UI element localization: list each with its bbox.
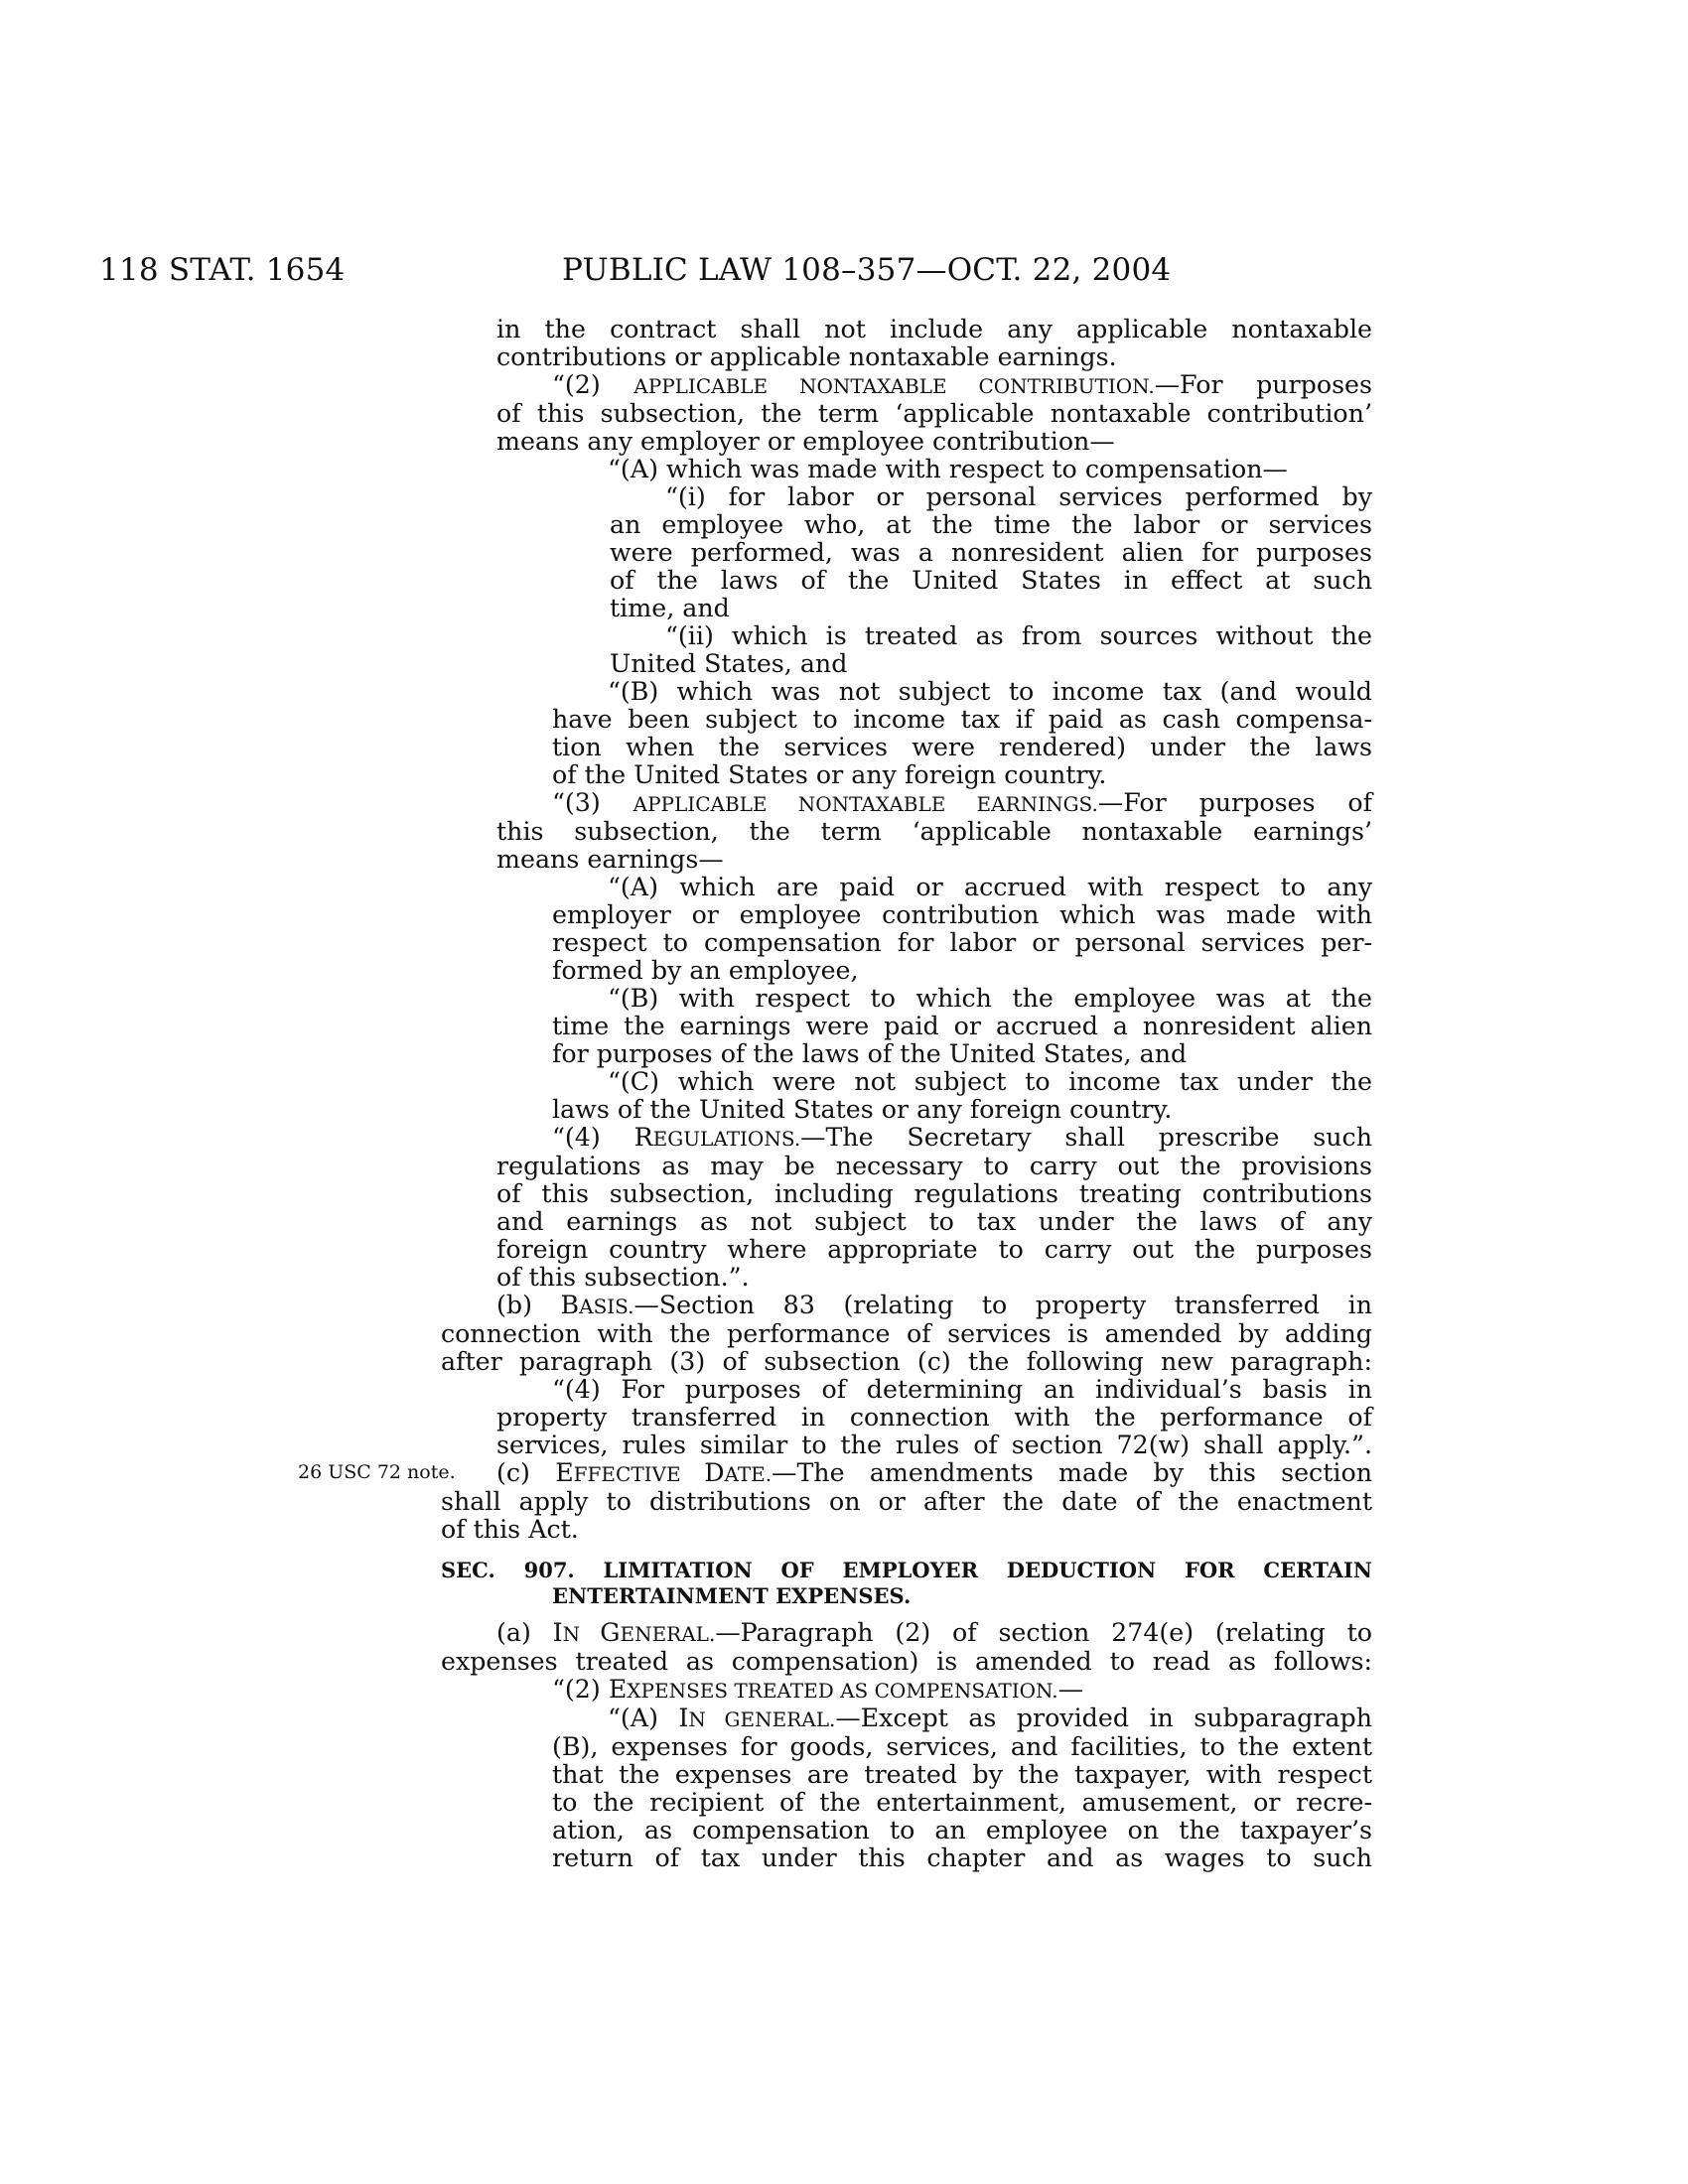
text-line: “(C) which were not subject to income tax under the: [608, 1067, 1372, 1096]
text-line: after paragraph (3) of subsection (c) the following new paragraph:: [441, 1347, 1372, 1376]
text-line: for purposes of the laws of the United States, and: [552, 1039, 1188, 1068]
para-title-initial: G: [600, 1618, 621, 1647]
text-line: respect to compensation for labor or personal services per-: [552, 928, 1372, 957]
section-title-line: SEC. 907. LIMITATION OF EMPLOYER DEDUCTION FOR CERTAIN: [441, 1558, 1372, 1582]
text-line: foreign country where appropriate to carry out the purposes: [496, 1235, 1372, 1264]
paragraph-4-heading: [496, 1124, 1372, 1153]
para-number: “(2): [552, 1675, 609, 1704]
text-line: connection with the performance of services is amended by adding: [441, 1319, 1372, 1348]
paragraph-3-heading: [496, 789, 1372, 818]
text-line: contributions or applicable nontaxable earnings.: [496, 342, 1117, 371]
text-line: ation, as compensation to an employee on the taxpayer’s: [552, 1816, 1372, 1844]
para-title: N: [562, 1622, 601, 1646]
subsection-b-heading: [441, 1292, 1372, 1320]
text-line: an employee who, at the time the labor or services: [610, 510, 1372, 539]
page-reference: 118 STAT. 1654: [99, 252, 346, 288]
para-title: N GENERAL.: [688, 1707, 836, 1731]
text-line: of this subsection, the term ‘applicable nontaxable contribution’: [496, 399, 1372, 428]
para-title-initial: E: [608, 1675, 628, 1704]
para-text: —Except as provided in subparagraph: [835, 1704, 1372, 1732]
text-line: have been subject to income tax if paid as cash compensa-: [552, 705, 1372, 734]
subsection-c-heading: [441, 1459, 1372, 1488]
text-line: shall apply to distributions on or after the date of the enactment: [441, 1487, 1372, 1516]
para-text: —The Secretary shall prescribe such: [800, 1123, 1372, 1152]
para-title-initial: I: [678, 1704, 689, 1732]
para-number: (a): [496, 1618, 553, 1647]
para-title: APPLICABLE NONTAXABLE CONTRIBUTION.: [633, 374, 1155, 398]
section-title-line: ENTERTAINMENT EXPENSES.: [552, 1583, 912, 1608]
paragraph-2-heading: [496, 1676, 1372, 1705]
paragraph-2-heading: [496, 371, 1372, 400]
para-title: XPENSES TREATED AS COMPENSATION.: [627, 1679, 1058, 1703]
subparagraph-a-heading: [552, 1705, 1372, 1733]
para-title: APPLICABLE NONTAXABLE EARNINGS.: [633, 792, 1098, 816]
text-line: “(A) which are paid or accrued with respect to any: [608, 873, 1372, 901]
text-line: “(ii) which is treated as from sources without the: [665, 621, 1372, 650]
text-line: time the earnings were paid or accrued a nonresident alien: [552, 1012, 1372, 1040]
text-line: return of tax under this chapter and as wages to such: [552, 1843, 1372, 1872]
para-title-initial: I: [552, 1618, 563, 1647]
para-title: ATE.: [724, 1462, 773, 1486]
text-line: and earnings as not subject to tax under the laws of any: [496, 1207, 1372, 1236]
text-line: time, and: [610, 594, 730, 622]
text-line: expenses treated as compensation) is amended to read as follows:: [441, 1647, 1372, 1676]
text-line: of this Act.: [441, 1515, 579, 1544]
text-line: of the laws of the United States in effect at such: [610, 566, 1372, 595]
para-title: FFECTIVE: [573, 1462, 705, 1486]
text-line: to the recipient of the entertainment, amusement, or recre-: [552, 1788, 1372, 1817]
text-line: means any employer or employee contribution—: [496, 427, 1115, 456]
para-title-initial: D: [704, 1458, 725, 1487]
text-line: means earnings—: [496, 845, 724, 874]
text-line: regulations as may be necessary to carry out the provisions: [496, 1152, 1372, 1180]
para-text: —Section 83 (relating to property transferred in: [633, 1291, 1372, 1319]
para-title-initial: B: [560, 1291, 580, 1319]
text-line: formed by an employee,: [552, 956, 859, 985]
text-line: of this subsection.”.: [496, 1263, 750, 1292]
text-line: employer or employee contribution which was made with: [552, 900, 1372, 929]
para-text: —For purposes: [1154, 370, 1372, 399]
text-line: were performed, was a nonresident alien for purposes: [610, 538, 1372, 567]
text-line: “(B) which was not subject to income tax (and would: [608, 677, 1372, 706]
para-text: —: [1057, 1675, 1083, 1704]
text-line: laws of the United States or any foreign country.: [552, 1095, 1173, 1124]
para-title: EGULATIONS.: [652, 1127, 801, 1151]
text-line: property transferred in connection with the performance of: [496, 1403, 1372, 1432]
para-number: “(3): [552, 788, 633, 817]
text-line: United States, and: [610, 649, 848, 678]
text-line: “(A) which was made with respect to compensation—: [608, 455, 1288, 483]
subsection-a-heading: [441, 1619, 1372, 1648]
section-heading: [441, 1558, 1372, 1609]
para-title-initial: E: [555, 1458, 574, 1487]
para-title: ASIS.: [579, 1295, 634, 1318]
body-text: [441, 315, 1372, 1872]
margin-note: 26 USC 72 note.: [298, 1461, 456, 1483]
para-title-initial: R: [633, 1123, 653, 1152]
running-head: PUBLIC LAW 108–357—OCT. 22, 2004: [562, 252, 1172, 288]
para-number: “(2): [552, 370, 634, 399]
text-line: in the contract shall not include any applicable nontaxable: [496, 315, 1372, 343]
text-line: services, rules similar to the rules of section 72(w) shall apply.”.: [496, 1431, 1372, 1459]
text-line: “(4) For purposes of determining an individual’s basis in: [552, 1375, 1372, 1404]
para-number: “(4): [552, 1123, 634, 1152]
text-line: “(B) with respect to which the employee was at the: [608, 984, 1372, 1013]
para-number: (c): [496, 1458, 556, 1487]
text-line: tion when the services were rendered) under the laws: [552, 733, 1372, 761]
para-title: ENERAL.: [620, 1622, 716, 1646]
text-line: this subsection, the term ‘applicable nontaxable earnings’: [496, 817, 1372, 846]
para-text: —For purposes of: [1097, 788, 1372, 817]
para-number: “(A): [608, 1704, 679, 1732]
text-line: of the United States or any foreign country.: [552, 760, 1107, 789]
text-line: of this subsection, including regulations treating contributions: [496, 1179, 1372, 1208]
text-line: (B), expenses for goods, services, and facilities, to the extent: [552, 1732, 1372, 1761]
para-text: —The amendments made by this section: [772, 1458, 1372, 1487]
para-number: (b): [496, 1291, 561, 1319]
text-line: that the expenses are treated by the taxpayer, with respect: [552, 1760, 1372, 1789]
text-line: “(i) for labor or personal services performed by: [665, 482, 1372, 511]
para-text: —Paragraph (2) of section 274(e) (relating to: [715, 1618, 1372, 1647]
